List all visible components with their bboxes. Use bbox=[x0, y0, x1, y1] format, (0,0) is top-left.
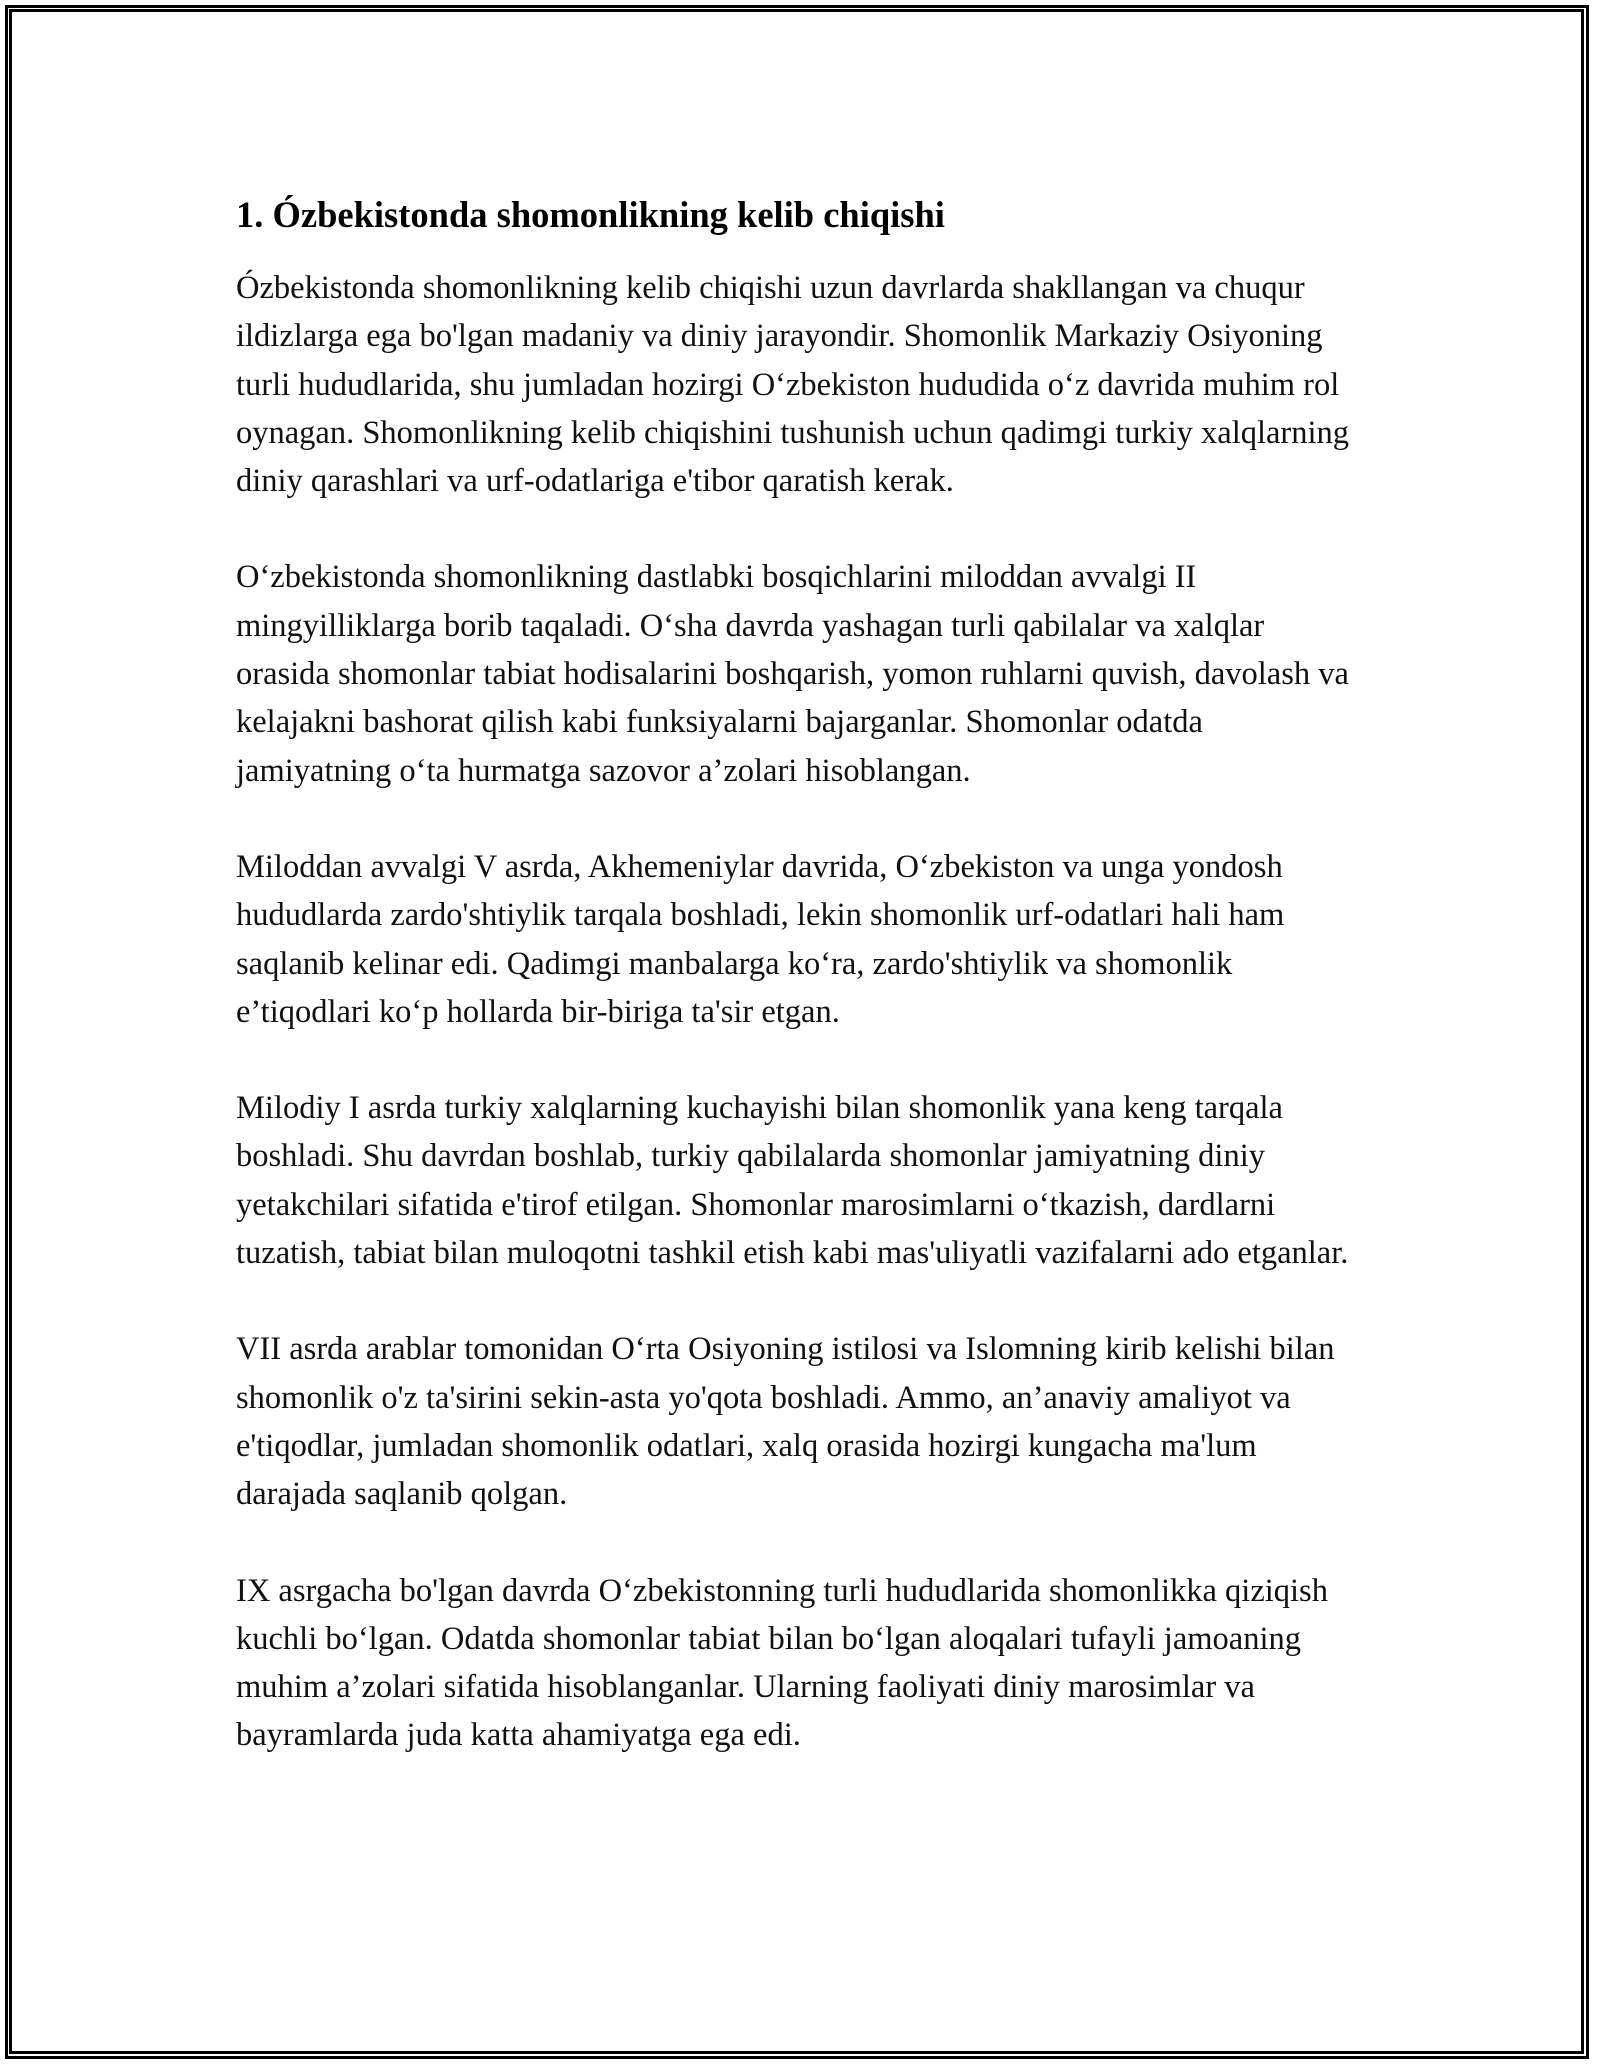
paragraph: Ózbekistonda shomonlikning kelib chiqishi uzun davrlarda shakllangan va chuqur ildizlarga ega bo'lgan madaniy va diniy jarayondir. Shomonlik Markaziy Osiyoning turli hududlarida, shu jumladan hozirgi O‘zbekiston hududida o‘z davrida muhim rol oynagan. Shomonlikning kelib chiqishini tushunish uchun qadimgi turkiy xalqlarning diniy qarashlari va urf-odatlariga e'tibor qaratish kerak. bbox=[236, 270, 1350, 500]
paragraph: IX asrgacha bo'lgan davrda O‘zbekistonning turli hududlarida shomonlikka qiziqish kuchli bo‘lgan. Odatda shomonlar tabiat bilan bo‘lgan aloqalari tufayli jamoaning muhim a’zolari sifatida hisoblanganlar. Ularning faoliyati diniy marosimlar va bayramlarda juda katta ahamiyatga ega edi. bbox=[236, 1572, 1328, 1754]
paragraph: VII asrda arablar tomonidan O‘rta Osiyoning istilosi va Islomning kirib kelishi bilan shomonlik o'z ta'sirini sekin-asta yo'qota boshladi. Ammo, an’anaviy amaliyot va e'tiqodlar, jumladan shomonlik odatlari, xalq orasida hozirgi kungacha ma'lum darajada saqlanib qolgan. bbox=[236, 1331, 1335, 1513]
paragraph: O‘zbekistonda shomonlikning dastlabki bosqichlarini miloddan avvalgi II mingyilliklarga borib taqaladi. O‘sha davrda yashagan turli qabilalar va xalqlar orasida shomonlar tabiat hodisalarini boshqarish, yomon ruhlarni quvish, davolash va kelajakni bashorat qilish kabi funksiyalarni bajarganlar. Shomonlar odatda jamiyatning o‘ta hurmatga sazovor a’zolari hisoblangan. bbox=[236, 559, 1349, 789]
paragraph: Milodiy I asrda turkiy xalqlarning kuchayishi bilan shomonlik yana keng tarqala boshladi. Shu davrdan boshlab, turkiy qabilalarda shomonlar jamiyatning diniy yetakchilari sifatida e'tirof etilgan. Shomonlar marosimlarni o‘tkazish, dardlarni tuzatish, tabiat bilan muloqotni tashkil etish kabi mas'uliyatli vazifalarni ado etganlar. bbox=[236, 1090, 1349, 1272]
document-body bbox=[236, 188, 1366, 1808]
paragraph: Miloddan avvalgi V asrda, Akhemeniylar davrida, O‘zbekiston va unga yondosh hududlarda zardo'shtiylik tarqala boshladi, lekin shomonlik urf-odatlari hali ham saqlanib kelinar edi. Qadimgi manbalarga ko‘ra, zardo'shtiylik va shomonlik e’tiqodlari ko‘p hollarda bir-biriga ta'sir etgan. bbox=[236, 848, 1285, 1030]
section-heading: 1. Ózbekistonda shomonlikning kelib chiqishi bbox=[236, 194, 945, 235]
